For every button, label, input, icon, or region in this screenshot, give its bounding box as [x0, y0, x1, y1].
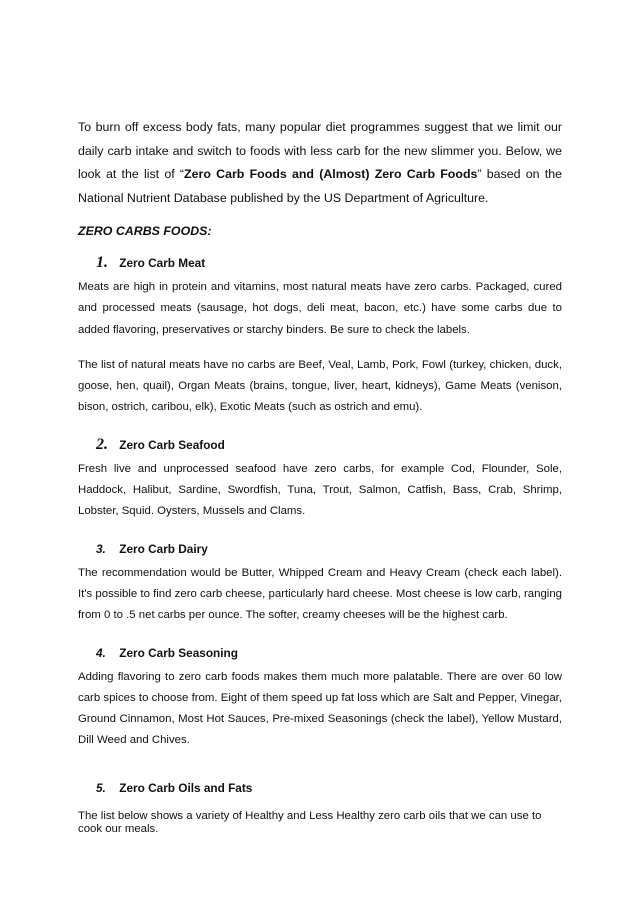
item-heading-seasoning [96, 643, 562, 663]
item-number: 1. [96, 254, 108, 271]
intro-text-start: To burn off excess body fats, many popular diet programmes suggest that we limit our daily carb intake and switch to foods with less carb for the new slimmer you. Below, we look at the list of “ [78, 120, 562, 181]
oils-paragraph: The list below shows a variety of Healthy and Less Healthy zero carb oils that we can use to cook our meals. [78, 809, 542, 836]
meat-paragraph-1: Meats are high in protein and vitamins, most natural meats have zero carbs. Packaged, cured and processed meats (sausage, hot dogs, deli meat, bacon, etc.) have some carbs due to added flavoring, preservatives or starchy binders. Be sure to check the labels. [78, 281, 562, 336]
item-title: Zero Carb Dairy [119, 541, 208, 556]
item-heading-meat [96, 253, 562, 273]
meat-paragraph-2: The list of natural meats have no carbs are Beef, Veal, Lamb, Pork, Fowl (turkey, chicken, duck, goose, hen, quail), Organ Meats (brains, tongue, liver, heart, kidneys), Game Meats (venison, bison, ostrich, caribou, elk), Exotic Meats (such as ostrich and emu). [78, 358, 562, 414]
seafood-paragraph: Fresh live and unprocessed seafood have zero carbs, for example Cod, Flounder, Sole, Haddock, Halibut, Sardine, Swordfish, Tuna, Trout, Salmon, Catfish, Bass, Crab, Shrimp, Lobster, Squid. Oysters, Mussels and Clams. [78, 462, 562, 518]
intro-bold-phrase: Zero Carb Foods and (Almost) Zero Carb Foods [184, 167, 478, 181]
item-heading-oils [96, 778, 562, 798]
item-number: 3. [96, 541, 106, 556]
section-title: ZERO CARBS FOODS: [78, 224, 212, 238]
item-number: 5. [96, 780, 106, 795]
dairy-paragraph: The recommendation would be Butter, Whipped Cream and Heavy Cream (check each label). It's possible to find zero carb cheese, particularly hard cheese. Most cheese is low carb, ranging from 0 to .5 net carbs per ounce. The softer, creamy cheeses will be the highest carb. [78, 566, 562, 622]
item-title: Zero Carb Seasoning [119, 645, 238, 660]
item-number: 2. [96, 435, 108, 453]
item-title: Zero Carb Seafood [119, 437, 225, 452]
item-title: Zero Carb Oils and Fats [119, 780, 253, 795]
intro-paragraph [78, 116, 562, 210]
item-heading-seafood [96, 435, 562, 455]
intro-text-end: ” based on the National Nutrient Database published by the US Department of Agriculture. [78, 167, 562, 205]
item-title: Zero Carb Meat [119, 256, 206, 270]
item-number: 4. [96, 645, 106, 660]
item-heading-dairy [96, 539, 562, 559]
seasoning-paragraph: Adding flavoring to zero carb foods makes them much more palatable. There are over 60 low carb spices to choose from. Eight of them speed up fat loss which are Salt and Pepper, Vinegar, Ground Cinnamon, Most Hot Sauces, Pre-mixed Seasonings (check the label), Yellow Mustard, Dill Weed and Chives. [78, 670, 562, 747]
document-page [78, 116, 562, 837]
